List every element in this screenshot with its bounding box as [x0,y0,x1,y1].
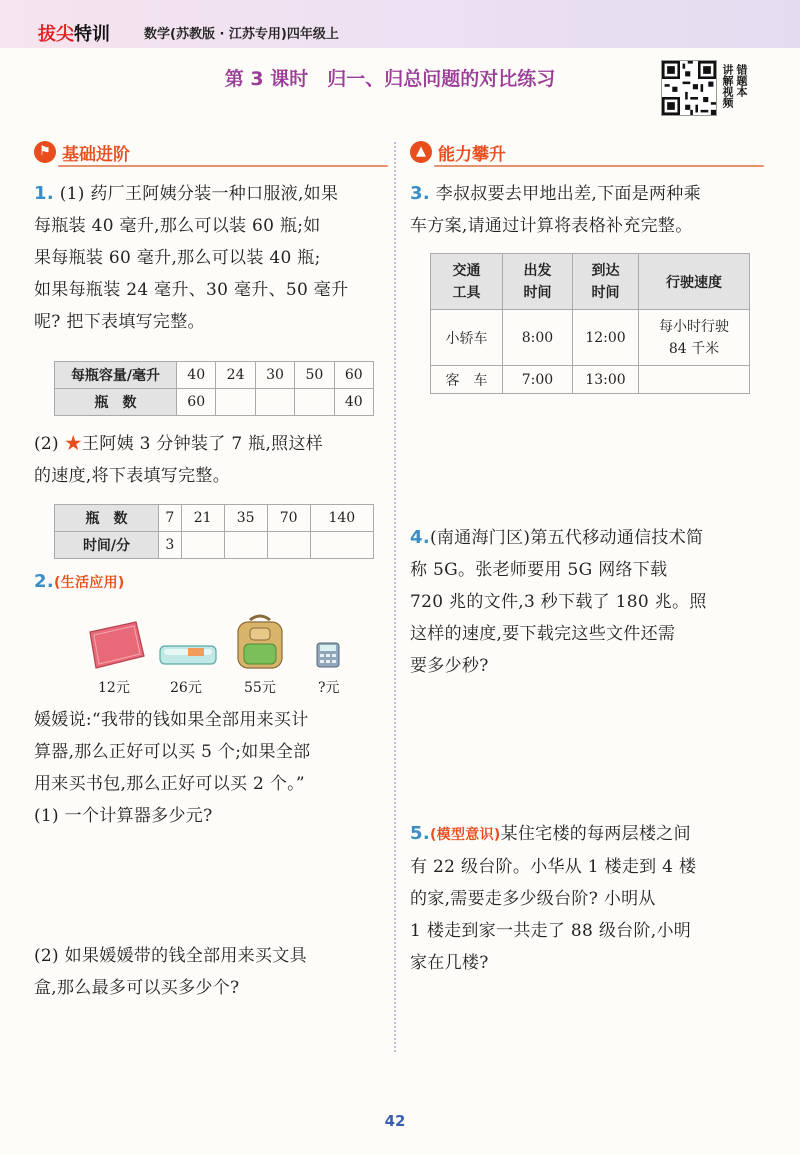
section-ability-rule [434,165,764,167]
q2-heading [34,566,384,599]
table-cell-blank[interactable] [224,532,267,559]
table-cell-blank[interactable] [295,389,334,416]
table-cell: 12:00 [573,310,639,366]
q2-line: (2) 如果媛媛带的钱全部用来买文具 [34,946,307,966]
runner-icon: ⚑ [34,141,56,163]
q4-line: 720 兆的文件,3 秒下载了 180 兆。照 [410,592,707,612]
book-title: 数学(苏教版 · 江苏专用)四年级上 [144,27,339,42]
q5-text [410,818,770,979]
table-cell-blank[interactable] [310,532,373,559]
q1-number: 1. [34,183,54,204]
q1-part2-label: (2) [34,434,65,454]
q2-sub2 [34,940,384,1004]
q5-tag: (模型意识) [429,827,501,843]
table-cell: 24 [216,362,255,389]
q4-line: 称 5G。张老师要用 5G 网络下载 [410,560,668,580]
q5-number: 5. [410,823,430,844]
table-cell: 7 [159,505,182,532]
price-notebook: 12元 [98,680,130,696]
lesson-title: 第 3 课时 归一、归总问题的对比练习 [224,68,556,90]
column-divider [394,142,396,1052]
qr-label [721,64,747,108]
header-line: 交通 [452,262,481,279]
table-cell-blank[interactable] [639,366,750,394]
section-ability [410,138,770,166]
q3-text [410,178,770,242]
q1-table-time [54,504,374,559]
header-line: 时间 [591,284,620,301]
table-header: 瓶 数 [55,505,159,532]
qr-code-icon[interactable] [661,60,717,116]
table-header [431,254,503,310]
table-cell: 30 [255,362,294,389]
table-cell [639,310,750,366]
table-cell-blank[interactable] [181,532,224,559]
price-backpack: 55元 [244,680,276,696]
q2-line: 用来买书包,那么正好可以买 2 个。” [34,774,305,794]
q1-table-capacity [54,361,374,416]
table-header: 瓶 数 [55,389,177,416]
brand-part-b: 特训 [74,24,110,45]
header-line: 时间 [523,284,552,301]
table-cell: 3 [159,532,182,559]
table-cell: 小轿车 [431,310,503,366]
q2-number: 2. [34,571,54,592]
header-line: 工具 [452,284,481,301]
header-line: 到达 [591,262,620,279]
table-cell: 140 [310,505,373,532]
qr-label-mistakes: 错题本 [735,64,748,97]
table-cell: 60 [177,389,216,416]
climber-icon: ▲ [410,141,432,163]
q5-line: 1 楼走到家一共走了 88 级台阶,小明 [410,921,692,941]
q2-text [34,704,384,832]
backpack-icon [230,612,290,676]
table-cell: 70 [267,505,310,532]
speed-line: 84 千米 [668,340,720,357]
section-ability-title: 能力攀升 [438,145,506,165]
table-cell: 客 车 [431,366,503,394]
table-cell-blank[interactable] [255,389,294,416]
speed-line: 每小时行驶 [659,318,729,335]
table-cell: 7:00 [503,366,573,394]
q2-sub1: (1) 一个计算器多少元? [34,806,213,826]
q2-line: 算器,那么正好可以买 5 个;如果全部 [34,742,311,762]
price-calculator: ?元 [318,680,340,696]
star-icon: ★ [64,434,82,454]
q1-line: 的速度,将下表填写完整。 [34,466,231,486]
notebook-icon [84,618,146,674]
table-cell-blank[interactable] [216,389,255,416]
table-header: 每瓶容量/毫升 [55,362,177,389]
table-cell: 8:00 [503,310,573,366]
q4-text [410,522,770,682]
q5-line: 的家,需要走多少级台阶? 小明从 [410,889,656,909]
q4-line: 要多少秒? [410,656,489,676]
q5-line: 某住宅楼的每两层楼之间 [500,824,691,844]
table-cell: 60 [334,362,373,389]
q1-text [34,178,384,338]
page-number: 42 [384,1112,406,1130]
price-pencil-box: 26元 [170,680,202,696]
q5-line: 家在几楼? [410,953,489,973]
table-cell: 35 [224,505,267,532]
section-basic-rule [58,165,388,167]
header-line: 出发 [523,262,552,279]
table-cell: 50 [295,362,334,389]
q5-line: 有 22 级台阶。小华从 1 楼走到 4 楼 [410,857,697,877]
brand-logo [38,20,110,46]
table-cell: 13:00 [573,366,639,394]
pencil-box-icon [158,640,218,674]
table-cell: 40 [177,362,216,389]
q1-line: 如果每瓶装 24 毫升、30 毫升、50 毫升 [34,280,349,300]
q3-table [430,253,750,394]
q3-line: 李叔叔要去甲地出差,下面是两种乘 [435,184,701,204]
table-header: 行驶速度 [639,254,750,310]
q3-number: 3. [410,183,430,204]
q2-tag: (生活应用) [53,575,125,591]
table-header: 时间/分 [55,532,159,559]
brand-part-a: 拔尖 [38,24,74,45]
q2-line: 媛媛说:“我带的钱如果全部用来买计 [34,710,309,730]
q4-line: 这样的速度,要下载完这些文件还需 [410,624,676,644]
q1-part2-text [34,428,384,492]
table-cell-blank[interactable] [267,532,310,559]
q1-line: 王阿姨 3 分钟装了 7 瓶,照这样 [82,434,324,454]
q1-line: (1) 药厂王阿姨分装一种口服液,如果 [59,184,339,204]
header-band [0,0,800,48]
table-cell: 21 [181,505,224,532]
section-basic-title: 基础进阶 [62,145,130,165]
q3-line: 车方案,请通过计算将表格补充完整。 [410,216,693,236]
section-basic [34,138,394,166]
q4-number: 4. [410,527,430,548]
q4-line: (南通海门区)第五代移动通信技术简 [429,528,704,548]
calculator-icon [316,642,340,672]
qr-label-video: 讲解视频 [721,64,734,108]
q1-line: 呢? 把下表填写完整。 [34,312,205,332]
table-header [503,254,573,310]
q2-line: 盒,那么最多可以买多少个? [34,978,240,998]
table-header [573,254,639,310]
q1-line: 每瓶装 40 毫升,那么可以装 60 瓶;如 [34,216,321,236]
q1-line: 果每瓶装 60 毫升,那么可以装 40 瓶; [34,248,321,268]
table-cell: 40 [334,389,373,416]
